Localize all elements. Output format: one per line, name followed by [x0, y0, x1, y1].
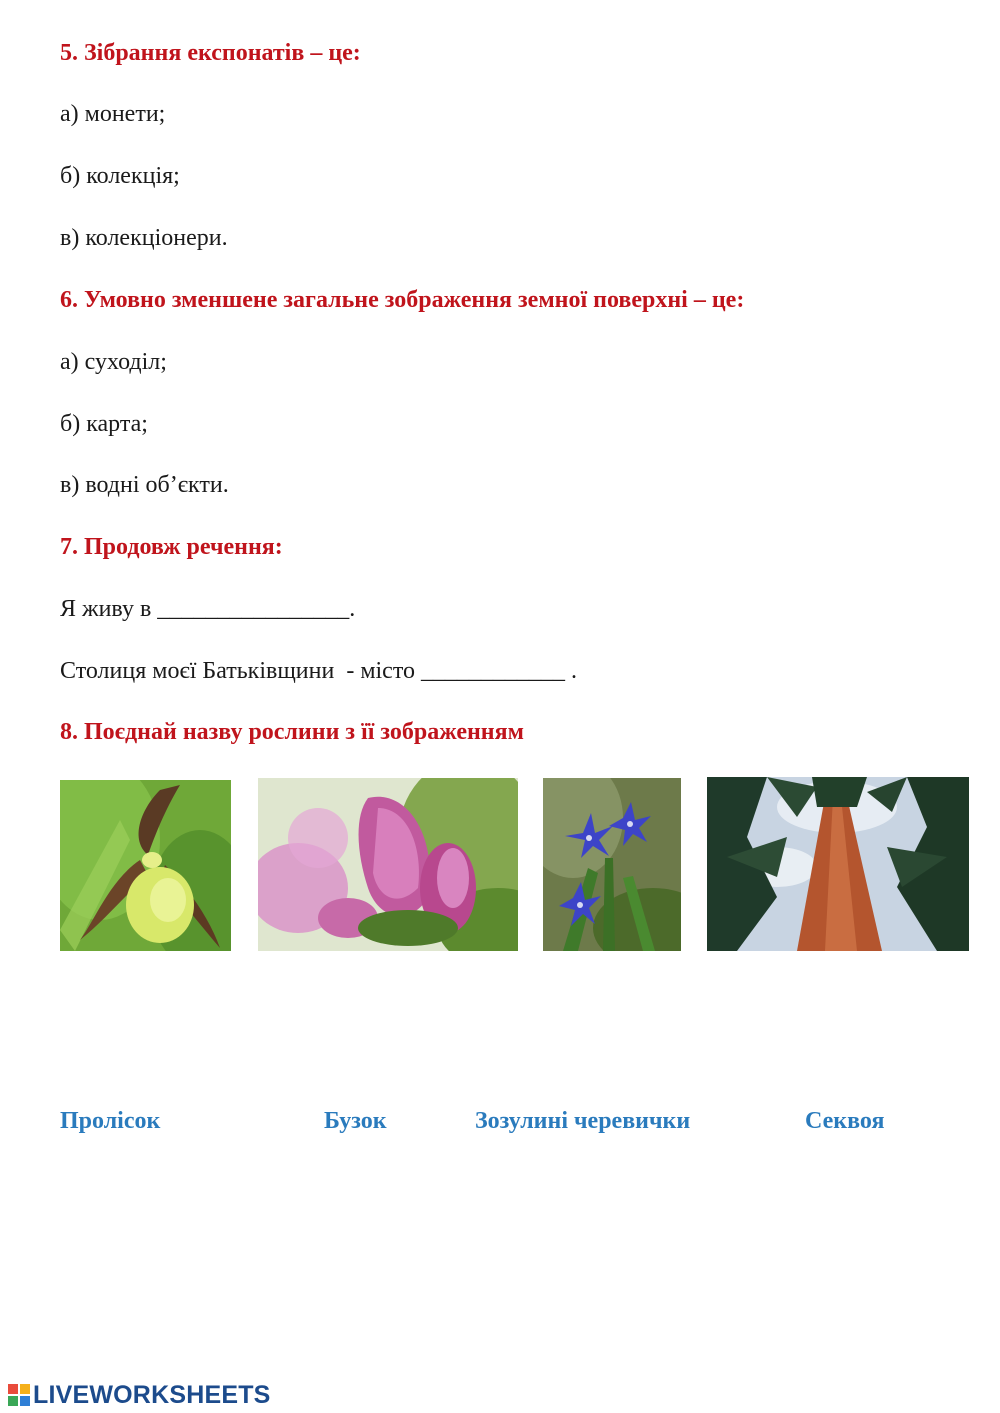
question-7-sentence-2: Столиця моєї Батьківщини - місто ____________ .	[60, 658, 577, 684]
question-6-option-c: в) водні об’єкти.	[60, 472, 229, 498]
plant-name-snowdrop[interactable]: Пролісок	[60, 1108, 161, 1134]
lilac-photo[interactable]	[258, 778, 518, 951]
plant-name-sequoia[interactable]: Секвоя	[805, 1108, 885, 1134]
question-6-option-b: б) карта;	[60, 411, 148, 437]
brand-name: LIVEWORKSHEETS	[33, 1380, 271, 1409]
plant-name-lilac[interactable]: Бузок	[324, 1108, 387, 1134]
question-5-option-b: б) колекція;	[60, 163, 180, 189]
question-6-title: 6. Умовно зменшене загальне зображення земної поверхні – це:	[60, 287, 745, 313]
question-7-sentence-1: Я живу в ________________.	[60, 596, 356, 622]
squill-photo[interactable]	[543, 778, 681, 951]
liveworksheets-logo	[8, 1380, 271, 1410]
liveworksheets-icon	[8, 1384, 30, 1406]
plant-name-lady-slipper[interactable]: Зозулині черевички	[475, 1108, 691, 1134]
question-5-title: 5. Зібрання експонатів – це:	[60, 40, 361, 66]
lady-slipper-orchid-photo[interactable]	[60, 780, 231, 951]
sequoia-photo[interactable]	[707, 777, 969, 951]
question-5-option-c: в) колекціонери.	[60, 225, 228, 251]
question-8-title: 8. Поєднай назву рослини з її зображенням	[60, 719, 524, 745]
question-5-option-a: а) монети;	[60, 101, 166, 127]
question-7-title: 7. Продовж речення:	[60, 534, 283, 560]
question-6-option-a: а) суходіл;	[60, 349, 167, 375]
